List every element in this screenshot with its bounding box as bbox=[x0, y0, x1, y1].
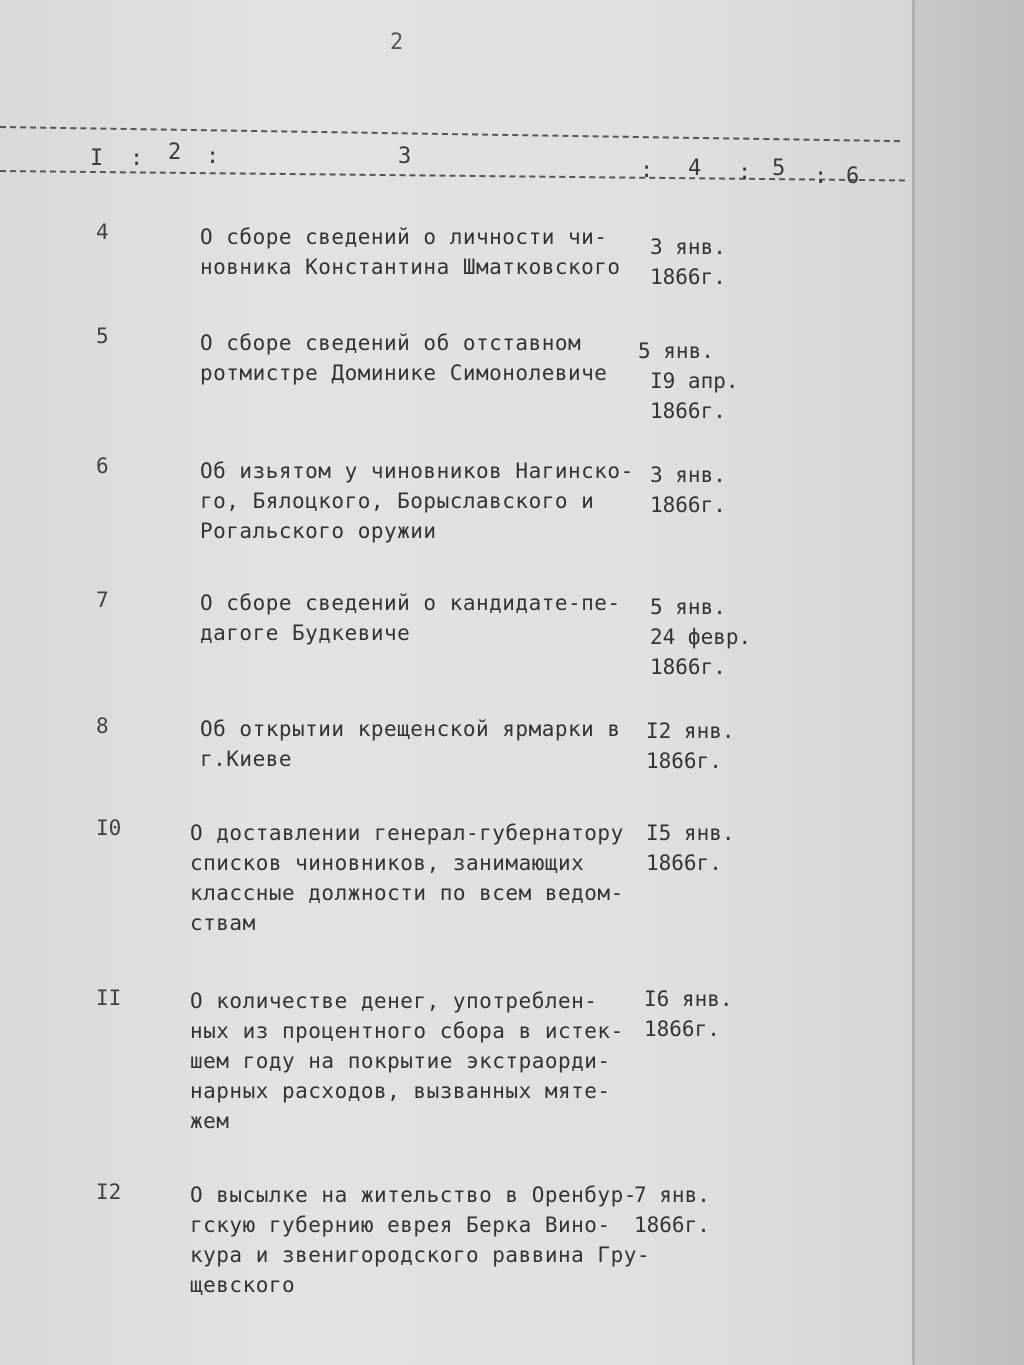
header-sep-4: : bbox=[738, 160, 752, 185]
header-col-6: 6 bbox=[846, 164, 860, 189]
row-description bbox=[190, 818, 630, 938]
row-description-line: ствам bbox=[190, 911, 256, 935]
row-number: 5 bbox=[96, 324, 109, 348]
header-col-3: 3 bbox=[398, 144, 412, 169]
row-description-line: кура и звенигородского раввина Гру- bbox=[190, 1243, 651, 1267]
row-date bbox=[650, 232, 726, 292]
row-description-line: щевского bbox=[190, 1273, 296, 1297]
row-date-line: 1866г. bbox=[646, 749, 722, 773]
row-description-line: го, Бялоцкого, Борыславского и bbox=[200, 489, 595, 513]
row-description-line: Рогальского оружии bbox=[200, 519, 437, 543]
row-description-line: О количестве денег, употреблен- bbox=[190, 989, 598, 1013]
row-date-line: 1866г. bbox=[644, 1017, 720, 1041]
row-date-line: 5 янв. bbox=[650, 595, 726, 619]
header-col-5: 5 bbox=[772, 156, 786, 181]
row-description-line: нарных расходов, вызванных мяте- bbox=[190, 1079, 611, 1103]
row-date-line: 3 янв. bbox=[650, 463, 726, 487]
row-description bbox=[200, 714, 640, 774]
row-description-line: Об изьятом у чиновников Нагинско- bbox=[200, 459, 634, 483]
header-col-2: 2 bbox=[168, 140, 182, 165]
row-date bbox=[634, 1180, 710, 1240]
header-col-4: 4 bbox=[688, 156, 702, 181]
row-number: 6 bbox=[96, 454, 109, 478]
row-description-line: г.Киеве bbox=[200, 747, 293, 771]
row-date-line: 1866г. bbox=[634, 1213, 710, 1237]
row-description-line: дагоге Будкевиче bbox=[200, 621, 411, 645]
header-sep-2: : bbox=[206, 144, 220, 169]
row-description-line: гскую губернию еврея Берка Вино- bbox=[190, 1213, 611, 1237]
row-date bbox=[644, 984, 733, 1044]
row-number: 8 bbox=[96, 714, 109, 738]
row-date-line: 7 янв. bbox=[634, 1183, 710, 1207]
row-description-line: О сборе сведений о кандидате-пе- bbox=[200, 591, 621, 615]
row-description-line: шем году на покрытие экстраорди- bbox=[190, 1049, 611, 1073]
underlying-sheet-edge-2 bbox=[913, 0, 1024, 1365]
row-description bbox=[200, 456, 640, 546]
row-date-line: 1866г. bbox=[646, 851, 722, 875]
header-sep-3: : bbox=[640, 158, 654, 183]
row-date-line: I2 янв. bbox=[646, 719, 735, 743]
row-date bbox=[646, 716, 735, 776]
row-date-line: I9 апр. bbox=[650, 369, 739, 393]
row-date-line: 1866г. bbox=[650, 655, 726, 679]
header-rule-bottom bbox=[0, 170, 905, 181]
row-date-line: I6 янв. bbox=[644, 987, 733, 1011]
row-description-line: классные должности по всем ведом- bbox=[190, 881, 624, 905]
row-number: I0 bbox=[96, 816, 122, 840]
row-description bbox=[190, 986, 630, 1136]
row-date-line: 5 янв. bbox=[638, 339, 714, 363]
row-date bbox=[646, 818, 735, 878]
row-date-line: 1866г. bbox=[650, 493, 726, 517]
row-description bbox=[190, 1180, 651, 1300]
row-description-line: новника Константина Шматковского bbox=[200, 255, 621, 279]
row-description-line: О сборе сведений об отставном bbox=[200, 331, 582, 355]
row-description bbox=[200, 328, 640, 388]
header-sep-1: : bbox=[130, 146, 144, 171]
row-date bbox=[638, 336, 739, 426]
page-number: 2 bbox=[390, 30, 404, 55]
row-description bbox=[200, 222, 640, 282]
header-rule-top bbox=[0, 126, 900, 142]
header-sep-5: : bbox=[814, 164, 828, 189]
row-date bbox=[650, 460, 726, 520]
header-col-1: I bbox=[90, 146, 104, 171]
row-description-line: О доставлении генерал-губернатору bbox=[190, 821, 624, 845]
row-date bbox=[650, 592, 751, 682]
row-description-line: жем bbox=[190, 1109, 230, 1133]
row-date-line: 3 янв. bbox=[650, 235, 726, 259]
row-number: 7 bbox=[96, 588, 109, 612]
row-date-line: 1866г. bbox=[650, 399, 726, 423]
row-description-line: ных из процентного сбора в истек- bbox=[190, 1019, 624, 1043]
row-description-line: Об открытии крещенской ярмарки в bbox=[200, 717, 621, 741]
row-date-line: I5 янв. bbox=[646, 821, 735, 845]
row-date-line: 24 февр. bbox=[650, 625, 752, 649]
row-description bbox=[200, 588, 640, 648]
row-number: I2 bbox=[96, 1180, 122, 1204]
row-description-line: О высылке на жительство в Оренбур- bbox=[190, 1183, 637, 1207]
row-description-line: О сборе сведений о личности чи- bbox=[200, 225, 608, 249]
row-description-line: списков чиновников, занимающих bbox=[190, 851, 585, 875]
row-number: 4 bbox=[96, 220, 109, 244]
row-description-line: ротмистре Доминике Симонолевиче bbox=[200, 361, 608, 385]
row-number: II bbox=[96, 986, 122, 1010]
row-date-line: 1866г. bbox=[650, 265, 726, 289]
